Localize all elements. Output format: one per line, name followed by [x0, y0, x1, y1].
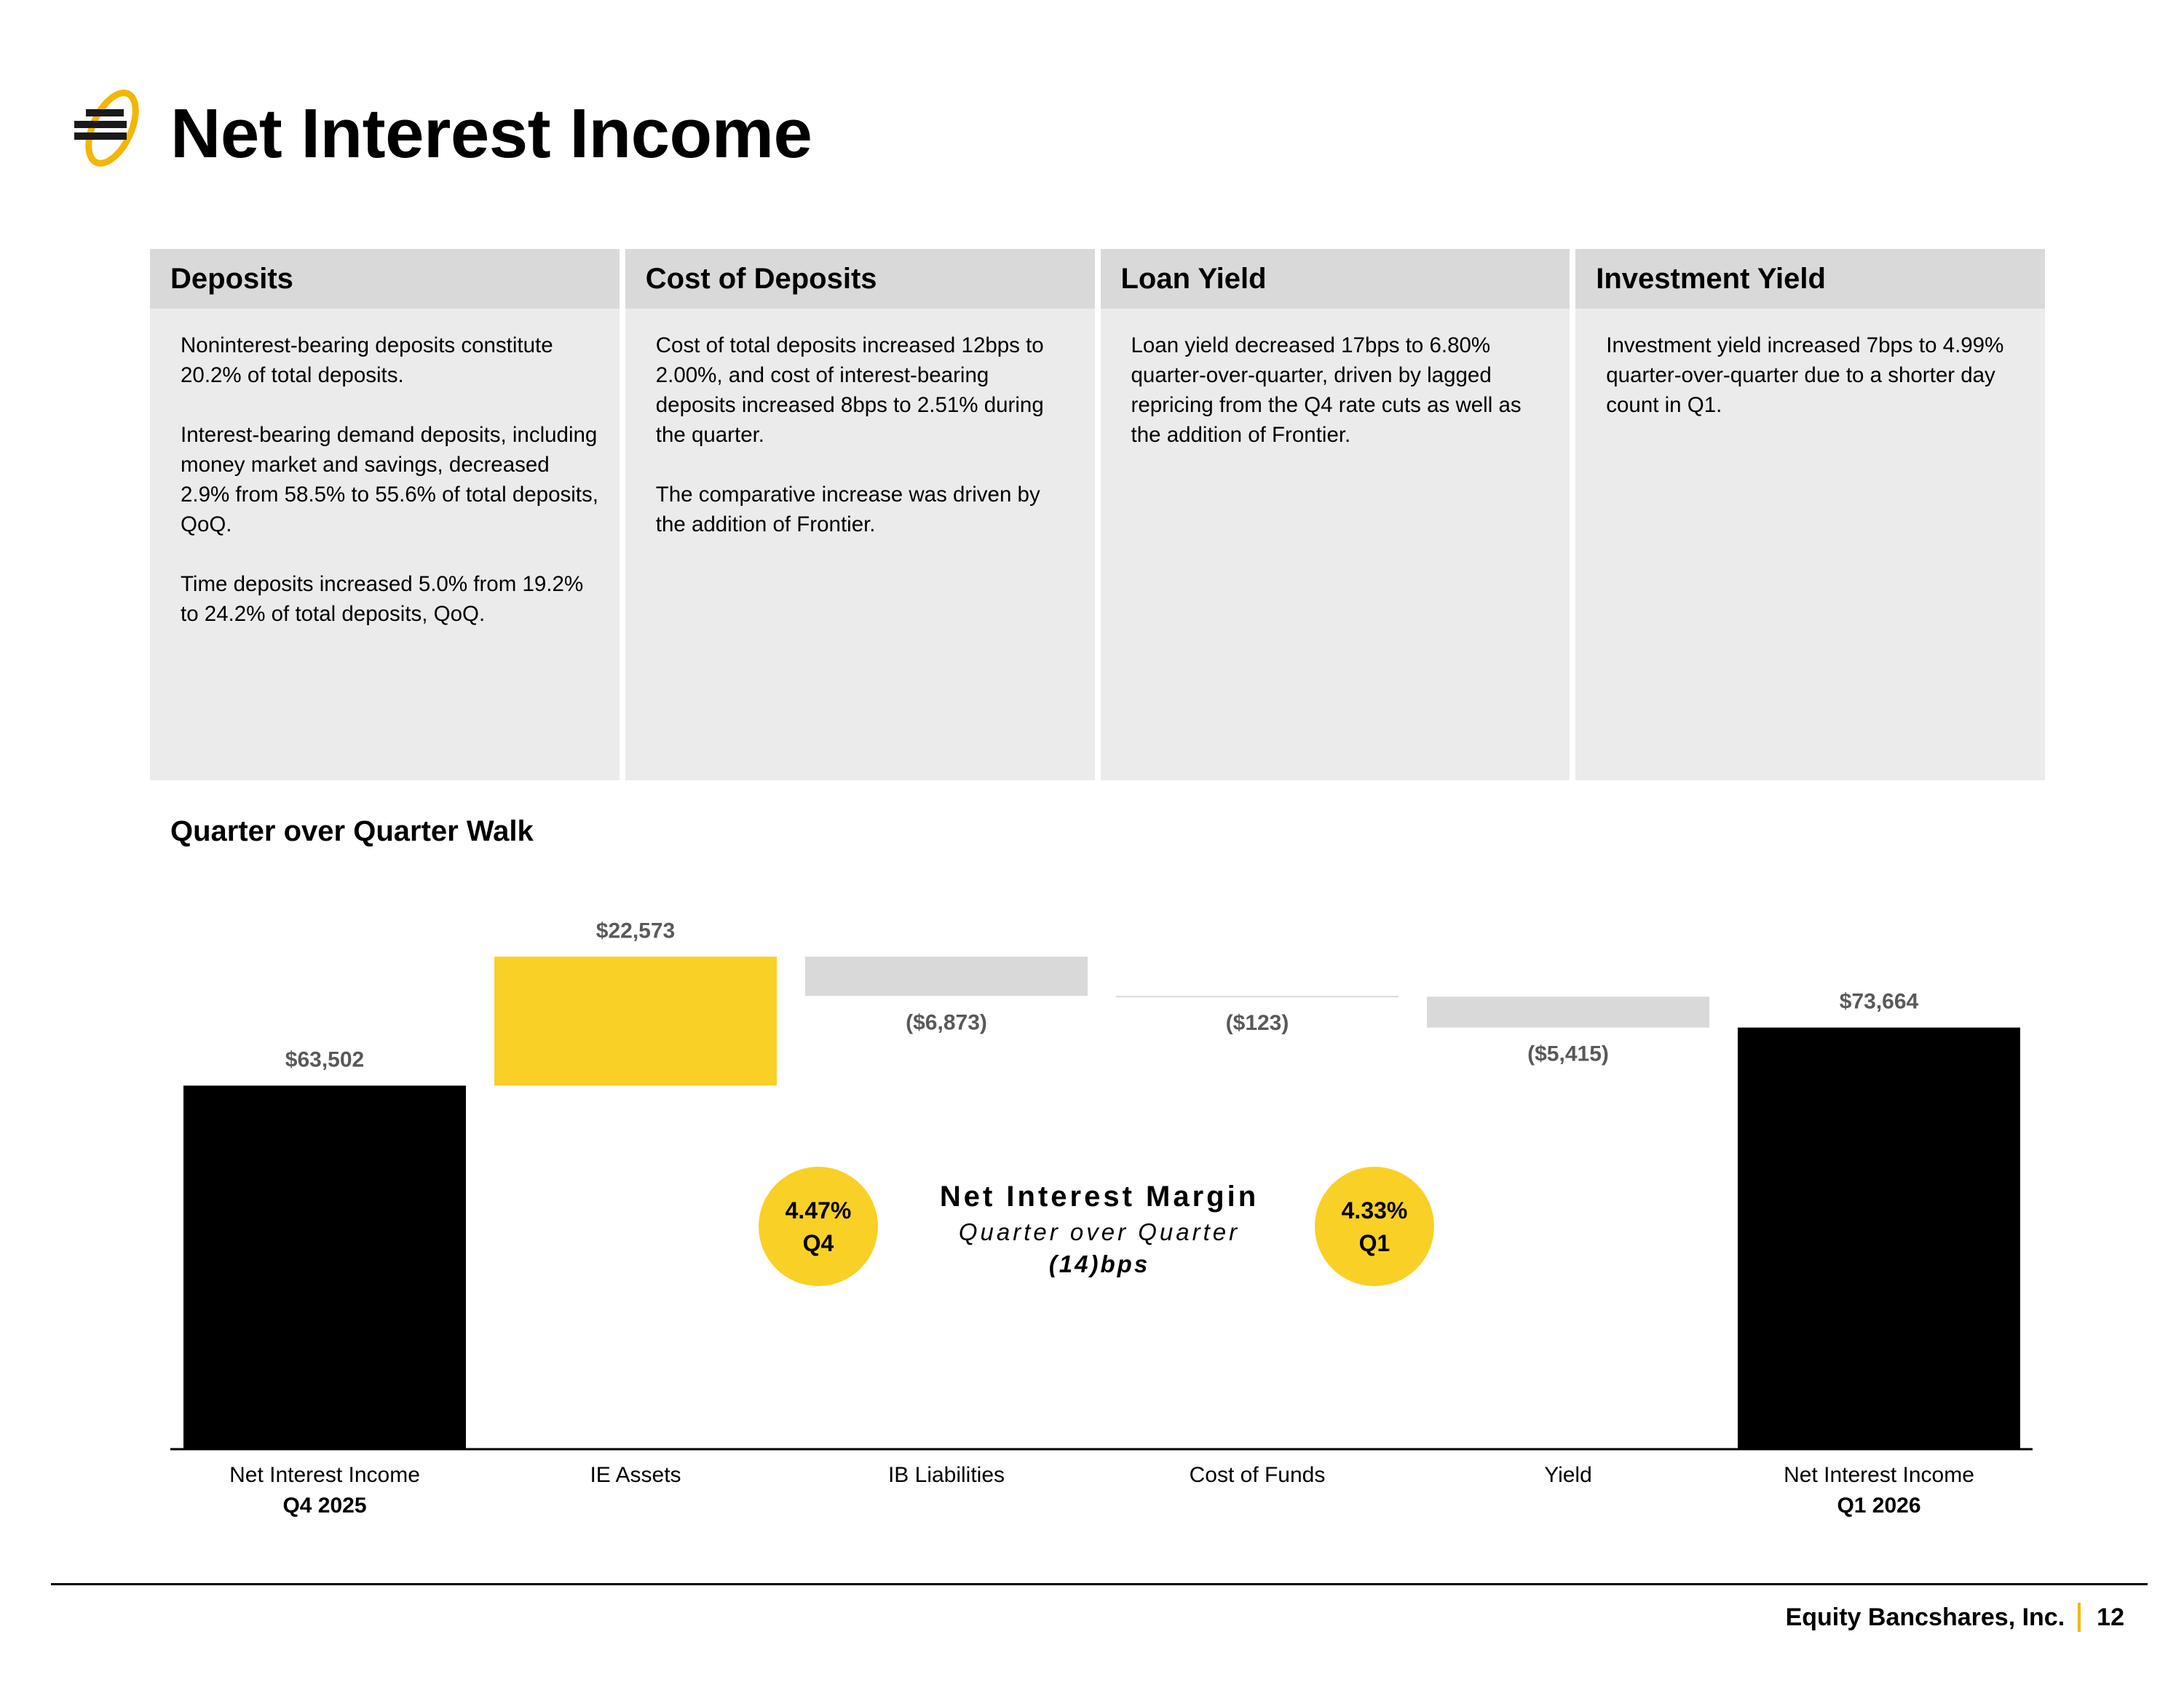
- panel-cost-of-deposits: [625, 249, 1095, 780]
- panel-paragraph: Loan yield decreased 17bps to 6.80% quarter-over-quarter, driven by lagged repricing from the Q4 rate cuts as well as the addition of Frontier.: [1131, 333, 1522, 447]
- nim-q4-period: Q4: [802, 1230, 834, 1256]
- nim-title: Net Interest Margin: [939, 1181, 1259, 1213]
- footer-company: Equity Bancshares, Inc.: [1785, 1603, 2065, 1631]
- category-label-ib-liabilities: IB Liabilities: [887, 1463, 1005, 1487]
- footer-rule: [51, 1583, 2148, 1585]
- footer-separator: [2078, 1603, 2081, 1632]
- equity-logo-icon: [70, 86, 143, 173]
- category-label-cost-of-funds: Cost of Funds: [1189, 1463, 1326, 1487]
- nim-q1-value: 4.33%: [1341, 1197, 1408, 1224]
- panel-paragraph: Investment yield increased 7bps to 4.99% quarter-over-quarter due to a shorter day count in Q1.: [1606, 333, 2004, 417]
- bar-yield: [1427, 996, 1709, 1028]
- panel-loan-yield: [1101, 249, 1570, 780]
- nim-q1-period: Q1: [1358, 1230, 1390, 1256]
- panel-paragraph: Cost of total deposits increased 12bps to 2.00%, and cost of interest-bearing deposits increased 8bps to 2.51% during the quarter.: [655, 333, 1044, 447]
- info-panels: [150, 249, 2045, 780]
- nim-q4-circle: [759, 1167, 878, 1286]
- data-label-yield: ($5,415): [1527, 1042, 1609, 1066]
- category-sublabel-net-interest-income-q4-2025: Q4 2025: [282, 1494, 367, 1518]
- bar-cost-of-funds: [1116, 996, 1398, 997]
- category-sublabel-net-interest-income-q1-2026: Q1 2026: [1837, 1494, 1921, 1518]
- bar-net-interest-income-q1-2026: [1738, 1028, 2020, 1448]
- nim-subtitle: Quarter over Quarter: [958, 1218, 1241, 1245]
- panel-body: [625, 309, 1095, 569]
- page-title: Net Interest Income: [170, 95, 812, 173]
- panel-paragraph: Time deposits increased 5.0% from 19.2% to 24.2% of total deposits, QoQ.: [181, 572, 584, 626]
- data-label-ib-liabilities: ($6,873): [906, 1010, 987, 1035]
- data-label-cost-of-funds: ($123): [1225, 1011, 1289, 1036]
- bar-ib-liabilities: [805, 956, 1088, 996]
- data-label-net-interest-income-q1-2026: $73,664: [1839, 989, 1919, 1014]
- footer: [1786, 1598, 2124, 1636]
- nim-change: (14)bps: [1048, 1250, 1150, 1277]
- panel-body: [1575, 309, 2045, 450]
- bar-ie-assets: [494, 956, 777, 1085]
- category-label-ie-assets: IE Assets: [590, 1463, 681, 1487]
- panel-paragraph: The comparative increase was driven by the addition of Frontier.: [655, 483, 1040, 536]
- panel-body: [150, 309, 620, 659]
- data-label-ie-assets: $22,573: [596, 919, 676, 943]
- nim-q4-value: 4.47%: [785, 1197, 852, 1224]
- walk-title: Quarter over Quarter Walk: [170, 815, 534, 847]
- waterfall-chart: [0, 895, 2184, 1536]
- data-label-net-interest-income-q4-2025: $63,502: [285, 1047, 365, 1072]
- panel-title: Deposits: [150, 249, 620, 309]
- panel-title: Loan Yield: [1101, 249, 1570, 309]
- category-label-yield: Yield: [1544, 1463, 1592, 1487]
- panel-body: [1101, 309, 1570, 480]
- panel-deposits: [150, 249, 620, 780]
- category-label-net-interest-income-q1-2026: Net Interest Income: [1784, 1463, 1974, 1487]
- nim-q1-circle: [1315, 1167, 1434, 1286]
- panel-paragraph: Noninterest-bearing deposits constitute 20.2% of total deposits.: [181, 333, 553, 387]
- page-number: 12: [2097, 1603, 2124, 1631]
- category-label-net-interest-income-q4-2025: Net Interest Income: [229, 1463, 420, 1487]
- panel-title: Investment Yield: [1575, 249, 2045, 309]
- bar-net-interest-income-q4-2025: [183, 1086, 466, 1448]
- panel-title: Cost of Deposits: [625, 249, 1095, 309]
- panel-investment-yield: [1575, 249, 2045, 780]
- panel-paragraph: Interest-bearing demand deposits, including money market and savings, decreased 2.9% from 58.5% to 55.6% of total deposits, QoQ.: [181, 423, 598, 536]
- chart-category-labels: [229, 1463, 1974, 1518]
- nim-annotation: [759, 1167, 1434, 1286]
